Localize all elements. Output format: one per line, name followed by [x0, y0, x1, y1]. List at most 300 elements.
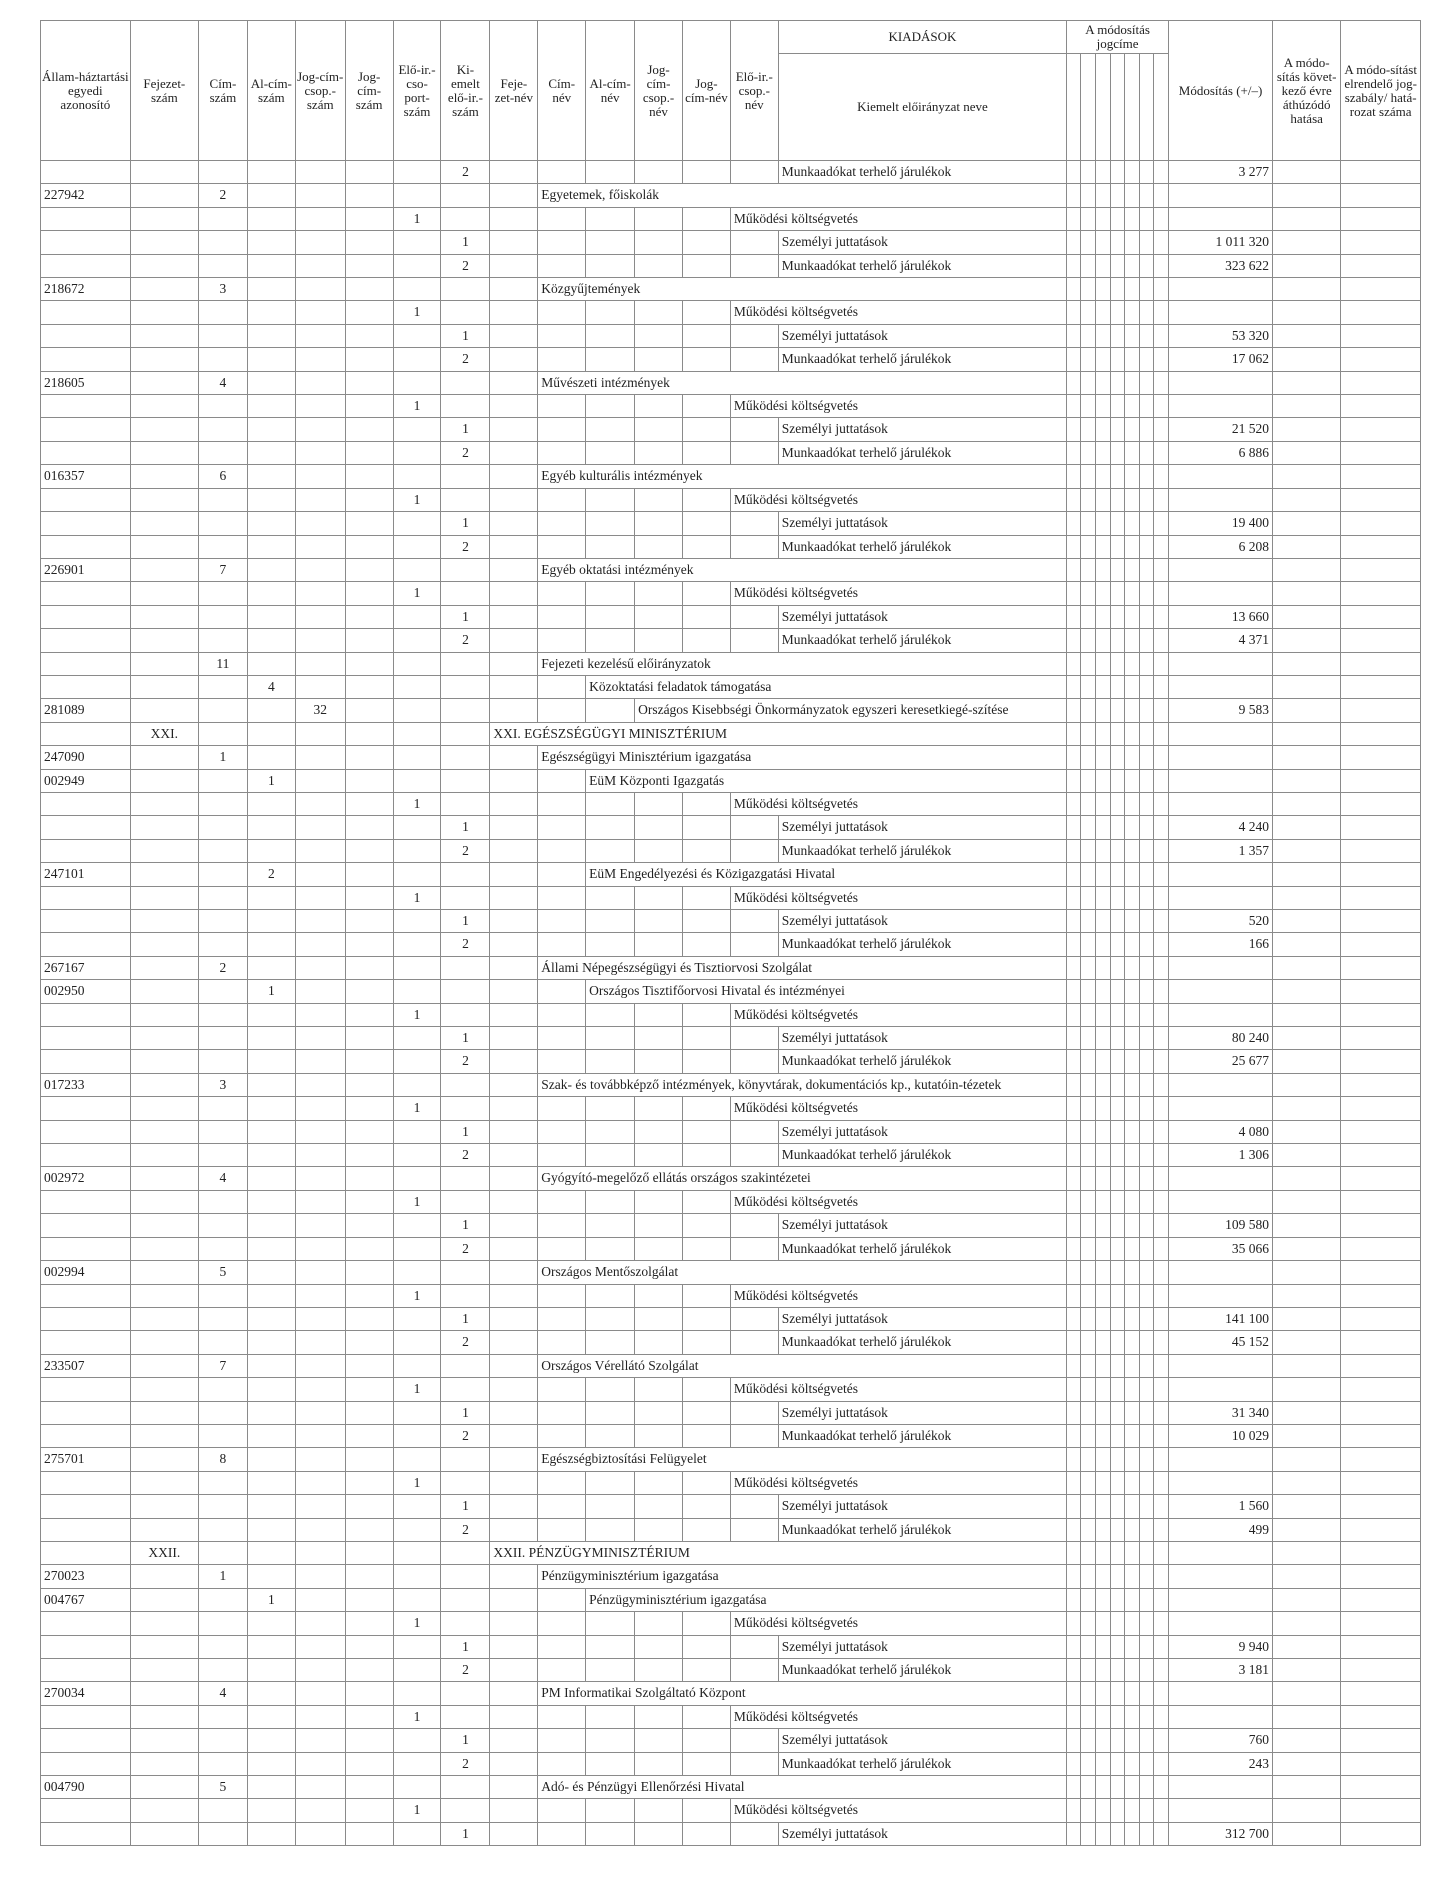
- cell-empty: [538, 1752, 586, 1775]
- cell-alcim: 4: [247, 675, 295, 698]
- cell-kiemelt: [441, 582, 490, 605]
- cell-kovetkezo-ev: [1273, 629, 1341, 652]
- cell-empty: [586, 488, 635, 511]
- cell-id: [41, 161, 131, 184]
- cell-modositas: [1169, 558, 1273, 581]
- cell-jogcime: [1125, 1073, 1139, 1096]
- cell-id: [41, 629, 131, 652]
- cell-fejezet: [130, 1097, 198, 1120]
- cell-jogcime: [1139, 278, 1153, 301]
- cell-empty: [586, 1144, 635, 1167]
- cell-kovetkezo-ev: [1273, 512, 1341, 535]
- cell-empty: [538, 1635, 586, 1658]
- cell-jogcime: [1125, 1214, 1139, 1237]
- cell-elrendelo: [1341, 1682, 1421, 1705]
- header-eloir-csop: Elő-ir.-cso-port-szám: [393, 21, 441, 161]
- cell-eloir-csop: [393, 652, 441, 675]
- cell-jogcime: [1125, 933, 1139, 956]
- cell-jogcim-csop: [295, 980, 345, 1003]
- cell-modositas: 4 371: [1169, 629, 1273, 652]
- cell-jogcime: [1095, 1097, 1110, 1120]
- cell-empty: [730, 1822, 778, 1845]
- cell-kovetkezo-ev: [1273, 254, 1341, 277]
- cell-jogcime: [1095, 605, 1110, 628]
- cell-empty: [586, 629, 635, 652]
- cell-empty: [490, 1378, 538, 1401]
- cell-kovetkezo-ev: [1273, 582, 1341, 605]
- cell-jogcim: [345, 1097, 393, 1120]
- cell-id: [41, 441, 131, 464]
- cell-empty: [586, 512, 635, 535]
- cell-kovetkezo-ev: [1273, 1003, 1341, 1026]
- cell-empty: [586, 1214, 635, 1237]
- cell-alcim: [247, 371, 295, 394]
- cell-jogcime: [1153, 1495, 1168, 1518]
- cell-jogcime: [1095, 746, 1110, 769]
- cell-jogcim-csop: [295, 1354, 345, 1377]
- cell-jogcime: [1095, 558, 1110, 581]
- cell-jogcime: [1125, 441, 1139, 464]
- cell-empty: [490, 816, 538, 839]
- cell-empty: [730, 1424, 778, 1447]
- cell-jogcime: [1067, 1424, 1081, 1447]
- cell-kovetkezo-ev: [1273, 1541, 1341, 1564]
- cell-empty: [635, 395, 683, 418]
- cell-eloir-csop: 1: [393, 1799, 441, 1822]
- cell-elrendelo: [1341, 1729, 1421, 1752]
- cell-empty: [538, 1471, 586, 1494]
- cell-jogcim: [345, 1682, 393, 1705]
- cell-cim: [198, 863, 247, 886]
- cell-cim: 5: [198, 1261, 247, 1284]
- cell-jogcim: [345, 1378, 393, 1401]
- cell-alcim: [247, 278, 295, 301]
- table-row: [41, 1354, 1421, 1377]
- cell-empty: [730, 254, 778, 277]
- cell-jogcime: [1067, 1144, 1081, 1167]
- cell-elrendelo: [1341, 1752, 1421, 1775]
- table-row: [41, 1799, 1421, 1822]
- cell-kiemelt: [441, 1378, 490, 1401]
- table-row: [41, 1214, 1421, 1237]
- cell-empty: [682, 1401, 730, 1424]
- cell-elrendelo: [1341, 1354, 1421, 1377]
- cell-empty: [586, 605, 635, 628]
- cell-elrendelo: [1341, 1167, 1421, 1190]
- cell-empty: [682, 207, 730, 230]
- cell-jogcime: [1139, 839, 1153, 862]
- cell-empty: [730, 1729, 778, 1752]
- header-eloir-csop-nev: Elő-ir.-csop.-név: [730, 21, 778, 161]
- cell-fejezet: [130, 535, 198, 558]
- cell-jogcim: [345, 1448, 393, 1471]
- cell-empty: [682, 1050, 730, 1073]
- cell-jogcime: [1095, 324, 1110, 347]
- cell-kiemelt: 1: [441, 1822, 490, 1845]
- cell-id: 016357: [41, 465, 131, 488]
- cell-fejezet: [130, 1448, 198, 1471]
- cell-jogcime: [1153, 1424, 1168, 1447]
- cell-empty: [538, 910, 586, 933]
- cell-jogcime: [1153, 1261, 1168, 1284]
- cell-modositas: [1169, 675, 1273, 698]
- cell-jogcime: [1125, 816, 1139, 839]
- cell-jogcime: [1139, 1144, 1153, 1167]
- table-row: [41, 1401, 1421, 1424]
- cell-eloir-csop: [393, 184, 441, 207]
- cell-alcim: 1: [247, 980, 295, 1003]
- cell-empty: [635, 582, 683, 605]
- cell-jogcim-csop: [295, 1284, 345, 1307]
- cell-kovetkezo-ev: [1273, 1331, 1341, 1354]
- cell-jogcime: [1067, 769, 1081, 792]
- cell-cim: [198, 1401, 247, 1424]
- cell-jogcime: [1067, 1682, 1081, 1705]
- cell-modositas: [1169, 746, 1273, 769]
- cell-cim: [198, 512, 247, 535]
- cell-id: [41, 1401, 131, 1424]
- cell-alcim: [247, 441, 295, 464]
- cell-elrendelo: [1341, 207, 1421, 230]
- cell-jogcime: [1153, 1237, 1168, 1260]
- cell-name: Munkaadókat terhelő járulékok: [778, 1518, 1066, 1541]
- cell-empty: [635, 1027, 683, 1050]
- cell-jogcime: [1110, 1565, 1124, 1588]
- cell-jogcime: [1125, 1097, 1139, 1120]
- cell-fejezet: [130, 933, 198, 956]
- table-row: [41, 395, 1421, 418]
- cell-jogcime: [1081, 1167, 1095, 1190]
- cell-id: [41, 231, 131, 254]
- cell-empty: [490, 231, 538, 254]
- cell-cim: [198, 1120, 247, 1143]
- table-row: [41, 980, 1421, 1003]
- cell-cim: [198, 722, 247, 745]
- cell-jogcime: [1095, 980, 1110, 1003]
- cell-empty: [682, 886, 730, 909]
- cell-fejezet: [130, 1822, 198, 1845]
- cell-cim: 11: [198, 652, 247, 675]
- cell-kiemelt: [441, 863, 490, 886]
- cell-empty: [490, 1097, 538, 1120]
- cell-kovetkezo-ev: [1273, 535, 1341, 558]
- cell-jogcime: [1139, 535, 1153, 558]
- cell-jogcim: [345, 207, 393, 230]
- cell-modositas: [1169, 792, 1273, 815]
- cell-jogcime: [1139, 1776, 1153, 1799]
- table-row: [41, 746, 1421, 769]
- cell-elrendelo: [1341, 1776, 1421, 1799]
- cell-name: Személyi juttatások: [778, 1307, 1066, 1330]
- cell-name: Munkaadókat terhelő járulékok: [778, 1752, 1066, 1775]
- cell-fejezet: [130, 465, 198, 488]
- cell-jogcime: [1095, 910, 1110, 933]
- cell-fejezet: [130, 418, 198, 441]
- cell-id: [41, 886, 131, 909]
- header-cim: Cím-szám: [198, 21, 247, 161]
- cell-jogcime: [1081, 1424, 1095, 1447]
- cell-jogcime: [1081, 910, 1095, 933]
- cell-jogcim-csop: [295, 605, 345, 628]
- cell-jogcime: [1153, 629, 1168, 652]
- cell-empty: [635, 792, 683, 815]
- cell-name: Országos Kisebbségi Önkormányzatok egyszeri keresetkiegé-szítése: [635, 699, 1067, 722]
- cell-modositas: 1 011 320: [1169, 231, 1273, 254]
- cell-jogcime: [1110, 1776, 1124, 1799]
- cell-empty: [635, 1401, 683, 1424]
- cell-jogcim: [345, 1401, 393, 1424]
- cell-jogcim-csop: [295, 675, 345, 698]
- cell-empty: [635, 1495, 683, 1518]
- cell-modositas: [1169, 1565, 1273, 1588]
- cell-id: [41, 348, 131, 371]
- cell-empty: [586, 231, 635, 254]
- cell-jogcim: [345, 301, 393, 324]
- cell-cim: [198, 792, 247, 815]
- cell-empty: [635, 1471, 683, 1494]
- table-row: [41, 1144, 1421, 1167]
- cell-modositas: [1169, 1378, 1273, 1401]
- cell-kovetkezo-ev: [1273, 1705, 1341, 1728]
- cell-jogcime: [1125, 512, 1139, 535]
- cell-jogcime: [1153, 1752, 1168, 1775]
- table-row: [41, 535, 1421, 558]
- cell-jogcim-csop: [295, 231, 345, 254]
- cell-elrendelo: [1341, 792, 1421, 815]
- cell-jogcime: [1110, 488, 1124, 511]
- cell-eloir-csop: [393, 1659, 441, 1682]
- cell-elrendelo: [1341, 488, 1421, 511]
- cell-kovetkezo-ev: [1273, 348, 1341, 371]
- cell-jogcime: [1153, 278, 1168, 301]
- cell-kovetkezo-ev: [1273, 1752, 1341, 1775]
- cell-fejezet: [130, 1799, 198, 1822]
- cell-name: Működési költségvetés: [730, 1705, 1066, 1728]
- cell-kovetkezo-ev: [1273, 301, 1341, 324]
- cell-jogcime: [1139, 769, 1153, 792]
- cell-jogcim: [345, 1237, 393, 1260]
- cell-jogcime: [1125, 956, 1139, 979]
- cell-name: Országos Mentőszolgálat: [538, 1261, 1067, 1284]
- cell-jogcim-csop: [295, 1003, 345, 1026]
- cell-cim: [198, 605, 247, 628]
- cell-empty: [490, 1659, 538, 1682]
- cell-name: Munkaadókat terhelő járulékok: [778, 1050, 1066, 1073]
- cell-jogcime: [1067, 1261, 1081, 1284]
- cell-jogcime: [1067, 1331, 1081, 1354]
- cell-jogcim: [345, 699, 393, 722]
- cell-empty: [635, 1237, 683, 1260]
- cell-eloir-csop: [393, 722, 441, 745]
- cell-jogcime: [1139, 1003, 1153, 1026]
- cell-empty: [586, 535, 635, 558]
- cell-empty: [586, 1822, 635, 1845]
- cell-kovetkezo-ev: [1273, 1776, 1341, 1799]
- cell-jogcime: [1139, 1237, 1153, 1260]
- cell-alcim: [247, 558, 295, 581]
- cell-jogcime: [1095, 535, 1110, 558]
- cell-jogcim-csop: [295, 207, 345, 230]
- cell-empty: [682, 1120, 730, 1143]
- cell-jogcime: [1081, 1752, 1095, 1775]
- cell-kiemelt: [441, 675, 490, 698]
- cell-fejezet: [130, 1705, 198, 1728]
- cell-elrendelo: [1341, 1120, 1421, 1143]
- cell-eloir-csop: [393, 980, 441, 1003]
- cell-alcim: [247, 535, 295, 558]
- cell-id: 004790: [41, 1776, 131, 1799]
- cell-alcim: [247, 1565, 295, 1588]
- cell-jogcime: [1153, 956, 1168, 979]
- cell-jogcime: [1095, 1050, 1110, 1073]
- cell-jogcime: [1110, 1401, 1124, 1424]
- cell-empty: [730, 1307, 778, 1330]
- cell-empty: [490, 886, 538, 909]
- cell-elrendelo: [1341, 278, 1421, 301]
- cell-kiemelt: [441, 371, 490, 394]
- cell-jogcime: [1067, 933, 1081, 956]
- cell-kiemelt: [441, 1682, 490, 1705]
- cell-eloir-csop: [393, 1518, 441, 1541]
- cell-empty: [538, 582, 586, 605]
- cell-jogcime: [1125, 231, 1139, 254]
- cell-eloir-csop: [393, 1261, 441, 1284]
- cell-jogcim: [345, 652, 393, 675]
- cell-jogcime: [1067, 699, 1081, 722]
- cell-modositas: [1169, 1612, 1273, 1635]
- cell-eloir-csop: [393, 863, 441, 886]
- cell-jogcime: [1095, 582, 1110, 605]
- cell-id: [41, 1752, 131, 1775]
- cell-fejezet: [130, 1237, 198, 1260]
- cell-jogcime: [1110, 558, 1124, 581]
- cell-empty: [730, 418, 778, 441]
- cell-jogcime: [1110, 1635, 1124, 1658]
- cell-jogcime: [1125, 886, 1139, 909]
- cell-jogcime: [1153, 1190, 1168, 1213]
- cell-jogcim-csop: [295, 161, 345, 184]
- cell-jogcime: [1067, 1799, 1081, 1822]
- cell-empty: [490, 1822, 538, 1845]
- cell-kiemelt: 1: [441, 1635, 490, 1658]
- cell-eloir-csop: [393, 769, 441, 792]
- cell-kiemelt: 2: [441, 161, 490, 184]
- cell-jogcime: [1081, 1331, 1095, 1354]
- cell-id: [41, 1471, 131, 1494]
- cell-empty: [538, 512, 586, 535]
- cell-jogcime: [1095, 1331, 1110, 1354]
- cell-jogcime: [1067, 722, 1081, 745]
- cell-jogcime: [1081, 956, 1095, 979]
- cell-empty: [586, 886, 635, 909]
- cell-modositas: [1169, 184, 1273, 207]
- cell-jogcime: [1081, 512, 1095, 535]
- cell-elrendelo: [1341, 1495, 1421, 1518]
- cell-jogcime: [1153, 324, 1168, 347]
- cell-jogcime: [1153, 769, 1168, 792]
- cell-empty: [635, 324, 683, 347]
- cell-modositas: [1169, 1448, 1273, 1471]
- cell-elrendelo: [1341, 652, 1421, 675]
- cell-jogcime: [1125, 278, 1139, 301]
- table-row: [41, 1190, 1421, 1213]
- cell-jogcim-csop: [295, 1471, 345, 1494]
- cell-eloir-csop: [393, 1144, 441, 1167]
- cell-jogcime: [1125, 1822, 1139, 1845]
- cell-alcim: [247, 1424, 295, 1447]
- cell-jogcime: [1153, 348, 1168, 371]
- cell-cim: 2: [198, 956, 247, 979]
- cell-empty: [490, 348, 538, 371]
- cell-jogcime: [1067, 1518, 1081, 1541]
- cell-kiemelt: 1: [441, 1027, 490, 1050]
- cell-modositas: [1169, 1261, 1273, 1284]
- cell-empty: [538, 418, 586, 441]
- cell-kovetkezo-ev: [1273, 1284, 1341, 1307]
- cell-id: 226901: [41, 558, 131, 581]
- cell-elrendelo: [1341, 605, 1421, 628]
- cell-kiemelt: 2: [441, 839, 490, 862]
- cell-empty: [538, 348, 586, 371]
- table-body: [41, 161, 1421, 1846]
- cell-empty: [682, 488, 730, 511]
- cell-empty: [682, 1495, 730, 1518]
- cell-jogcime: [1095, 1705, 1110, 1728]
- cell-jogcime: [1153, 1120, 1168, 1143]
- cell-modositas: [1169, 207, 1273, 230]
- cell-jogcime: [1081, 1612, 1095, 1635]
- table-row: [41, 1378, 1421, 1401]
- cell-eloir-csop: [393, 629, 441, 652]
- table-row: [41, 769, 1421, 792]
- cell-modositas: 1 357: [1169, 839, 1273, 862]
- table-row: [41, 582, 1421, 605]
- cell-empty: [490, 605, 538, 628]
- header-jogcime-sub: [1153, 54, 1168, 161]
- cell-empty: [635, 1331, 683, 1354]
- cell-empty: [586, 1799, 635, 1822]
- cell-jogcime: [1153, 605, 1168, 628]
- cell-cim: [198, 1003, 247, 1026]
- cell-kovetkezo-ev: [1273, 1635, 1341, 1658]
- cell-elrendelo: [1341, 1635, 1421, 1658]
- table-row: [41, 1776, 1421, 1799]
- cell-elrendelo: [1341, 1471, 1421, 1494]
- cell-jogcime: [1125, 746, 1139, 769]
- cell-jogcime: [1081, 1214, 1095, 1237]
- cell-jogcime: [1139, 1073, 1153, 1096]
- table-row: [41, 1448, 1421, 1471]
- cell-kovetkezo-ev: [1273, 1729, 1341, 1752]
- cell-jogcim: [345, 1776, 393, 1799]
- cell-empty: [682, 1822, 730, 1845]
- table-row: [41, 1097, 1421, 1120]
- cell-jogcime: [1067, 886, 1081, 909]
- table-row: [41, 1284, 1421, 1307]
- cell-modositas: [1169, 1682, 1273, 1705]
- cell-alcim: [247, 792, 295, 815]
- cell-kiemelt: [441, 699, 490, 722]
- cell-jogcim: [345, 816, 393, 839]
- cell-jogcim: [345, 886, 393, 909]
- cell-cim: [198, 816, 247, 839]
- cell-kiemelt: 1: [441, 324, 490, 347]
- cell-jogcim: [345, 1518, 393, 1541]
- cell-empty: [682, 1214, 730, 1237]
- cell-fejezet: [130, 1284, 198, 1307]
- cell-id: 247101: [41, 863, 131, 886]
- cell-jogcime: [1110, 792, 1124, 815]
